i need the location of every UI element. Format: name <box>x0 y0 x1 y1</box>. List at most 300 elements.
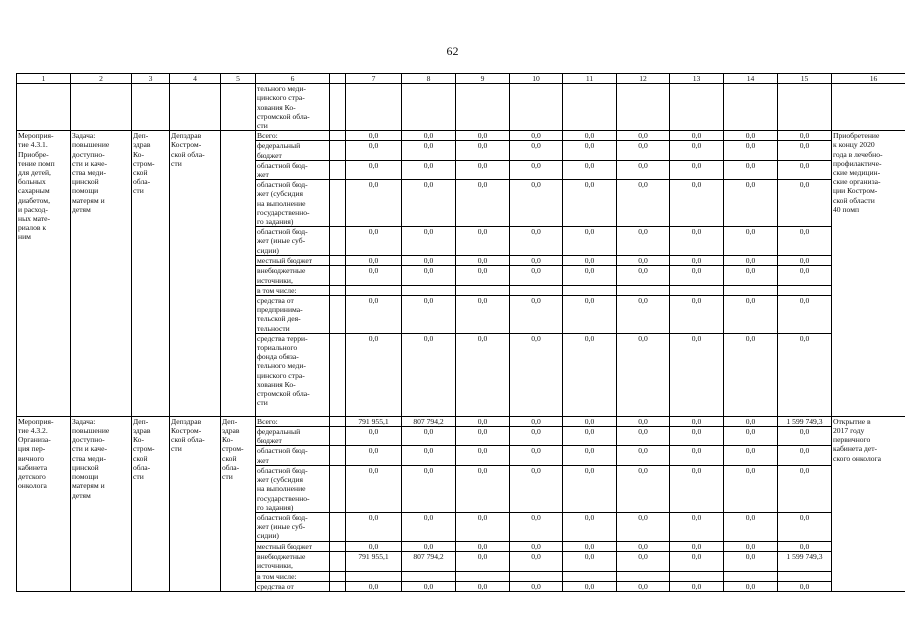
block2-value-cell: 0,0 <box>670 552 724 571</box>
block2-task-cell-line: сти и каче- <box>72 444 107 454</box>
block2-value-cell <box>778 571 832 581</box>
block1-value-cell: 0,0 <box>670 131 724 141</box>
block2-value-cell <box>510 571 563 581</box>
block1-executor-cell-line: Деп- <box>133 131 149 141</box>
block2-funding-source-line: внебюджетные <box>257 552 306 562</box>
block1-value-cell: 0,0 <box>617 227 670 256</box>
block2-spacer-cell <box>330 465 346 512</box>
block1-value-cell: 0,0 <box>778 227 832 256</box>
block1-value-cell: 0,0 <box>563 131 617 141</box>
block1-value-cell: 0,0 <box>402 180 456 227</box>
block1-result-line: Приобретение <box>833 131 880 141</box>
block2-measure-cell-line: детского <box>18 472 46 482</box>
continuation-empty-cell <box>456 84 510 131</box>
block2-value-cell: 0,0 <box>510 446 563 465</box>
block2-funding-source-line: жет (иные суб- <box>257 522 306 532</box>
block2-funding-source-line: в том числе: <box>257 571 297 581</box>
block2-task-cell-line: ства меди- <box>72 453 106 463</box>
block2-value-cell: 0,0 <box>778 427 832 446</box>
block1-value-cell <box>402 285 456 295</box>
block1-value-cell: 0,0 <box>670 333 724 416</box>
block2-task-cell-line: матерям и <box>72 481 105 491</box>
block1-executor-cell-line: ской <box>133 168 148 178</box>
block1-value-cell: 0,0 <box>456 333 510 416</box>
continuation-source-line: тельного меди- <box>257 84 306 94</box>
block1-spacer-cell <box>330 256 346 266</box>
block1-funding-source-line: го задания) <box>257 217 294 227</box>
block1-task-cell-line: сти и каче- <box>72 158 107 168</box>
block2-value-cell: 0,0 <box>778 465 832 512</box>
block1-value-cell: 0,0 <box>778 160 832 179</box>
block1-funding-source-line: тельской дея- <box>257 314 301 324</box>
block1-col5-cell <box>221 131 256 417</box>
block2-value-cell: 0,0 <box>724 581 778 591</box>
block2-task-cell-line: детям <box>72 490 91 500</box>
block2-executor-cell-line: обла- <box>133 462 151 472</box>
block2-col5-cell-line: стром- <box>222 444 244 454</box>
block1-value-cell: 0,0 <box>563 160 617 179</box>
block1-value-cell: 0,0 <box>402 160 456 179</box>
block2-measure-cell-line: кабинета <box>18 462 48 472</box>
block1-funding-source <box>256 131 330 141</box>
block2-executor-cell-line: стром- <box>133 444 155 454</box>
block2-value-cell: 0,0 <box>510 427 563 446</box>
block1-funding-source-line: на выполнение <box>257 198 306 208</box>
block1-value-cell: 0,0 <box>456 180 510 227</box>
block2-funding-source <box>256 427 330 446</box>
block1-task-cell <box>71 131 132 417</box>
block1-value-cell: 0,0 <box>456 256 510 266</box>
continuation-empty-cell <box>330 84 346 131</box>
block1-value-cell: 0,0 <box>510 141 563 160</box>
block1-value-cell: 0,0 <box>670 227 724 256</box>
block1-value-cell: 0,0 <box>510 131 563 141</box>
block1-funding-row <box>17 131 905 141</box>
continuation-empty-cell <box>724 84 778 131</box>
block2-value-cell: 0,0 <box>724 465 778 512</box>
block1-value-cell: 0,0 <box>617 131 670 141</box>
block1-value-cell: 0,0 <box>456 227 510 256</box>
block2-funding-source-line: го задания) <box>257 502 294 512</box>
block2-funding-source <box>256 571 330 581</box>
block1-value-cell: 0,0 <box>346 296 402 334</box>
block2-value-cell: 0,0 <box>724 427 778 446</box>
header-cell-13: 12 <box>617 74 670 84</box>
block2-spacer-cell <box>330 416 346 426</box>
block1-value-cell <box>510 285 563 295</box>
block1-value-cell: 0,0 <box>724 266 778 285</box>
block2-value-cell: 0,0 <box>670 581 724 591</box>
block1-value-cell: 0,0 <box>346 141 402 160</box>
block1-value-cell: 0,0 <box>563 296 617 334</box>
block2-col5-cell-line: ской <box>222 453 237 463</box>
block2-value-cell: 0,0 <box>456 541 510 551</box>
block1-funding-source-line: тельности <box>257 323 290 333</box>
block1-funding-source-line: сти <box>257 398 268 408</box>
block1-executor-cell <box>132 131 170 417</box>
block1-value-cell: 0,0 <box>563 256 617 266</box>
block1-result-line: профилактиче- <box>833 158 882 168</box>
block1-value-cell: 0,0 <box>346 180 402 227</box>
block1-result-line: ские организа- <box>833 177 881 187</box>
header-cell-5: 5 <box>221 74 256 84</box>
block1-measure-cell-line: ним <box>18 232 31 242</box>
block1-funding-source-line: федеральный <box>257 141 301 151</box>
block2-value-cell: 0,0 <box>778 541 832 551</box>
block1-value-cell: 0,0 <box>346 266 402 285</box>
block2-value-cell: 0,0 <box>670 465 724 512</box>
block2-value-cell: 0,0 <box>617 541 670 551</box>
continuation-empty-cell <box>670 84 724 131</box>
block2-value-cell: 0,0 <box>510 512 563 541</box>
block1-funding-source <box>256 256 330 266</box>
block1-value-cell: 0,0 <box>563 333 617 416</box>
block2-value-cell <box>617 571 670 581</box>
block1-spacer-cell <box>330 266 346 285</box>
block1-funding-source-line: ториального <box>257 343 298 353</box>
block1-value-cell: 0,0 <box>778 266 832 285</box>
block2-value-cell: 791 955,1 <box>346 416 402 426</box>
block1-value-cell: 0,0 <box>724 180 778 227</box>
block1-executor-cell-line: обла- <box>133 177 151 187</box>
block2-value-cell: 0,0 <box>456 552 510 571</box>
block1-funding-source-line: фонда обяза- <box>257 352 299 362</box>
page-number: 62 <box>446 44 459 58</box>
continuation-empty-cell <box>170 84 221 131</box>
block2-value-cell <box>563 571 617 581</box>
block2-result-line: ского онколога <box>833 453 882 463</box>
block1-funding-source-line: хования Ко- <box>257 379 296 389</box>
block2-coexecutor-cell <box>170 416 221 591</box>
continuation-empty-cell <box>346 84 402 131</box>
block1-spacer-cell <box>330 180 346 227</box>
block1-measure-cell-line: тение помп <box>18 158 55 168</box>
block2-value-cell <box>456 571 510 581</box>
block2-value-cell: 807 794,2 <box>402 552 456 571</box>
block2-funding-source-line: бюджет <box>257 436 282 446</box>
block1-value-cell: 0,0 <box>346 227 402 256</box>
block2-value-cell: 0,0 <box>563 427 617 446</box>
block2-col5-cell-line: Деп- <box>222 416 238 426</box>
block2-funding-source <box>256 581 330 591</box>
block2-measure-cell <box>17 416 71 591</box>
block1-funding-source-line: жет <box>257 170 269 180</box>
block2-value-cell: 0,0 <box>563 446 617 465</box>
continuation-empty-cell <box>778 84 832 131</box>
continuation-empty-cell <box>17 84 71 131</box>
block2-value-cell <box>724 571 778 581</box>
block1-value-cell: 0,0 <box>724 141 778 160</box>
header-cell-6: 6 <box>256 74 330 84</box>
block2-funding-source-line: областной бюд- <box>257 512 308 522</box>
block2-result-line: 2017 году <box>833 426 865 436</box>
block2-result-line: Открытие в <box>833 416 871 426</box>
block1-value-cell: 0,0 <box>724 333 778 416</box>
block1-value-cell: 0,0 <box>670 256 724 266</box>
block2-value-cell: 0,0 <box>724 416 778 426</box>
block1-funding-source-line: жет (субсидия <box>257 189 303 199</box>
block1-value-cell: 0,0 <box>617 296 670 334</box>
header-cell-2: 2 <box>71 74 132 84</box>
block1-funding-source-line: источники, <box>257 275 293 285</box>
block1-task-cell-line: помощи <box>72 186 99 196</box>
continuation-empty-cell <box>402 84 456 131</box>
block1-result-line: ской области <box>833 195 875 205</box>
block2-value-cell: 0,0 <box>346 465 402 512</box>
block2-funding-source-line: средства от <box>257 581 294 591</box>
block1-value-cell <box>670 285 724 295</box>
block1-value-cell: 0,0 <box>724 131 778 141</box>
block1-value-cell: 0,0 <box>617 180 670 227</box>
block2-value-cell: 0,0 <box>778 581 832 591</box>
block2-value-cell: 0,0 <box>402 465 456 512</box>
block2-spacer-cell <box>330 571 346 581</box>
block2-col5-cell <box>221 416 256 591</box>
block1-measure-cell-line: и расход- <box>18 204 48 214</box>
block1-value-cell: 0,0 <box>670 180 724 227</box>
block2-value-cell: 0,0 <box>456 581 510 591</box>
continuation-source-line: хования Ко- <box>257 102 296 112</box>
block2-value-cell: 0,0 <box>456 512 510 541</box>
block2-executor-cell-line: Деп- <box>133 416 149 426</box>
block1-value-cell: 0,0 <box>510 333 563 416</box>
block1-value-cell <box>617 285 670 295</box>
block1-value-cell: 0,0 <box>617 266 670 285</box>
block1-funding-source-line: средства от <box>257 296 294 306</box>
block1-value-cell: 0,0 <box>724 256 778 266</box>
continuation-empty-cell <box>832 84 905 131</box>
budget-table <box>16 73 905 592</box>
block1-funding-source <box>256 141 330 160</box>
block1-funding-source <box>256 296 330 334</box>
block1-funding-source-line: тельного меди- <box>257 361 306 371</box>
block1-value-cell: 0,0 <box>670 296 724 334</box>
continuation-source-line: стромской обла- <box>257 111 310 121</box>
continuation-row <box>17 84 905 131</box>
block1-value-cell: 0,0 <box>402 256 456 266</box>
block2-executor-cell-line: сти <box>133 472 144 482</box>
block2-value-cell: 0,0 <box>563 465 617 512</box>
header-cell-1: 1 <box>17 74 71 84</box>
block2-value-cell: 0,0 <box>563 512 617 541</box>
block1-value-cell: 0,0 <box>617 141 670 160</box>
block1-value-cell: 0,0 <box>778 131 832 141</box>
block1-spacer-cell <box>330 141 346 160</box>
block1-funding-source <box>256 266 330 285</box>
block1-value-cell: 0,0 <box>778 296 832 334</box>
block2-spacer-cell <box>330 446 346 465</box>
block2-spacer-cell <box>330 512 346 541</box>
block1-value-cell <box>346 285 402 295</box>
block1-value-cell: 0,0 <box>402 131 456 141</box>
block1-funding-source-line: стромской обла- <box>257 389 310 399</box>
block2-funding-source-line: жет <box>257 455 269 465</box>
header-row <box>17 74 905 84</box>
block2-funding-source-line: на выполнение <box>257 484 306 494</box>
block2-value-cell: 0,0 <box>617 465 670 512</box>
block1-measure-cell-line: ных мате- <box>18 214 51 224</box>
block2-value-cell: 791 955,1 <box>346 552 402 571</box>
header-cell-3: 3 <box>132 74 170 84</box>
block1-funding-source-line: внебюджетные <box>257 266 306 276</box>
block1-spacer-cell <box>330 131 346 141</box>
block2-col5-cell-line: Ко- <box>222 435 234 445</box>
block1-task-cell-line: повышение <box>72 140 110 150</box>
block2-funding-source-line: жет (субсидия <box>257 475 303 485</box>
block2-measure-cell-line: вичного <box>18 453 45 463</box>
block2-measure-cell-line: ция пер- <box>18 444 46 454</box>
block2-value-cell <box>670 571 724 581</box>
block1-funding-source-line: бюджет <box>257 150 282 160</box>
block2-measure-cell-line: онколога <box>18 481 47 491</box>
block1-measure-cell-line: больных <box>18 177 46 187</box>
block1-funding-source-line: средства терри- <box>257 333 308 343</box>
block1-task-cell-line: матерям и <box>72 195 105 205</box>
block2-value-cell: 0,0 <box>456 446 510 465</box>
header-cell-12: 11 <box>563 74 617 84</box>
block2-executor-cell-line: ской <box>133 453 148 463</box>
block1-funding-source-line: жет (иные суб- <box>257 236 306 246</box>
block1-coexecutor-cell-line: Костром- <box>171 140 202 150</box>
block1-value-cell: 0,0 <box>456 266 510 285</box>
block1-measure-cell-line: сахарным <box>18 186 50 196</box>
block2-task-cell-line: доступно- <box>72 435 105 445</box>
block1-spacer-cell <box>330 160 346 179</box>
block1-funding-source-line: областной бюд- <box>257 160 308 170</box>
block2-value-cell: 0,0 <box>510 416 563 426</box>
block2-funding-source-line: Всего: <box>257 416 278 426</box>
block1-funding-source <box>256 285 330 295</box>
block1-value-cell: 0,0 <box>346 131 402 141</box>
block1-task-cell-line: детям <box>72 204 91 214</box>
block2-value-cell: 0,0 <box>670 416 724 426</box>
block1-measure-cell <box>17 131 71 417</box>
continuation-empty-cell <box>563 84 617 131</box>
block2-value-cell: 1 599 749,3 <box>778 552 832 571</box>
block1-value-cell: 0,0 <box>670 160 724 179</box>
header-cell-4: 4 <box>170 74 221 84</box>
block1-funding-source-line: местный бюджет <box>257 256 313 266</box>
block2-value-cell: 0,0 <box>563 416 617 426</box>
block2-funding-source-line: источники, <box>257 561 293 571</box>
block1-result-line: ции Костром- <box>833 186 878 196</box>
block1-result-line: года в лечебно- <box>833 149 883 159</box>
continuation-empty-cell <box>132 84 170 131</box>
block2-coexecutor-cell-line: Костром- <box>171 426 202 436</box>
header-cell-8: 7 <box>346 74 402 84</box>
header-cell-17: 16 <box>832 74 905 84</box>
block2-result-cell <box>832 416 905 591</box>
block1-measure-cell-line: тие 4.3.1. <box>18 140 48 150</box>
block1-executor-cell-line: стром- <box>133 158 155 168</box>
block2-funding-source-line: областной бюд- <box>257 446 308 456</box>
block1-measure-cell-line: диабетом, <box>18 195 51 205</box>
block1-funding-source-line: сидии) <box>257 245 279 255</box>
block1-value-cell: 0,0 <box>402 227 456 256</box>
block1-value-cell: 0,0 <box>724 227 778 256</box>
block1-value-cell: 0,0 <box>617 256 670 266</box>
header-cell-11: 10 <box>510 74 563 84</box>
block1-funding-source-line: государственно- <box>257 207 310 217</box>
block2-value-cell: 0,0 <box>510 552 563 571</box>
block1-task-cell-line: ства меди- <box>72 168 106 178</box>
block1-task-cell-line: цинской <box>72 177 99 187</box>
block2-funding-source <box>256 446 330 465</box>
block2-value-cell: 1 599 749,3 <box>778 416 832 426</box>
block1-result-line: 40 помп <box>833 204 860 214</box>
continuation-source-line: сти <box>257 121 268 131</box>
block2-task-cell-line: повышение <box>72 426 110 436</box>
block1-value-cell: 0,0 <box>778 180 832 227</box>
block2-value-cell: 0,0 <box>346 581 402 591</box>
block1-coexecutor-cell-line: сти <box>171 158 182 168</box>
block2-spacer-cell <box>330 552 346 571</box>
continuation-empty-cell <box>510 84 563 131</box>
block1-value-cell: 0,0 <box>563 141 617 160</box>
block1-value-cell: 0,0 <box>510 160 563 179</box>
block1-spacer-cell <box>330 296 346 334</box>
block1-value-cell: 0,0 <box>778 141 832 160</box>
block2-value-cell: 0,0 <box>402 446 456 465</box>
block2-task-cell <box>71 416 132 591</box>
block2-measure-cell-line: Мероприя- <box>18 416 54 426</box>
header-cell-16: 15 <box>778 74 832 84</box>
block2-task-cell-line: Задача: <box>72 416 96 426</box>
block2-value-cell: 0,0 <box>346 541 402 551</box>
block2-funding-row <box>17 416 905 426</box>
block1-value-cell: 0,0 <box>346 256 402 266</box>
block1-value-cell: 0,0 <box>670 141 724 160</box>
block1-value-cell <box>778 285 832 295</box>
block2-value-cell: 0,0 <box>670 427 724 446</box>
block2-value-cell: 0,0 <box>778 512 832 541</box>
block1-value-cell: 0,0 <box>456 160 510 179</box>
block2-value-cell: 0,0 <box>617 446 670 465</box>
block2-value-cell <box>402 571 456 581</box>
block2-value-cell: 0,0 <box>563 552 617 571</box>
block1-funding-source-line: предпринима- <box>257 305 303 315</box>
header-cell-14: 13 <box>670 74 724 84</box>
block1-value-cell: 0,0 <box>402 141 456 160</box>
block2-value-cell: 0,0 <box>617 427 670 446</box>
block1-measure-cell-line: Мероприя- <box>18 131 54 141</box>
block2-funding-source-line: местный бюджет <box>257 541 313 551</box>
block1-spacer-cell <box>330 333 346 416</box>
block1-measure-cell-line: для детей, <box>18 168 51 178</box>
block2-value-cell: 0,0 <box>510 465 563 512</box>
block1-result-line: к концу 2020 <box>833 140 875 150</box>
block2-value-cell: 0,0 <box>402 427 456 446</box>
block2-funding-source <box>256 552 330 571</box>
block2-value-cell: 0,0 <box>724 446 778 465</box>
block1-funding-source-line: цинского стра- <box>257 370 305 380</box>
block2-task-cell-line: цинской <box>72 462 99 472</box>
block2-value-cell: 0,0 <box>724 552 778 571</box>
block2-value-cell: 0,0 <box>402 581 456 591</box>
block1-funding-source <box>256 227 330 256</box>
block1-spacer-cell <box>330 227 346 256</box>
continuation-source-line: цинского стра- <box>257 93 305 103</box>
block1-value-cell: 0,0 <box>510 296 563 334</box>
block1-value-cell: 0,0 <box>617 333 670 416</box>
block2-value-cell: 0,0 <box>346 512 402 541</box>
block2-task-cell-line: помощи <box>72 472 99 482</box>
block2-executor-cell <box>132 416 170 591</box>
block1-result-line: ские медицин- <box>833 168 881 178</box>
block1-executor-cell-line: сти <box>133 186 144 196</box>
block2-spacer-cell <box>330 581 346 591</box>
block1-value-cell: 0,0 <box>456 131 510 141</box>
